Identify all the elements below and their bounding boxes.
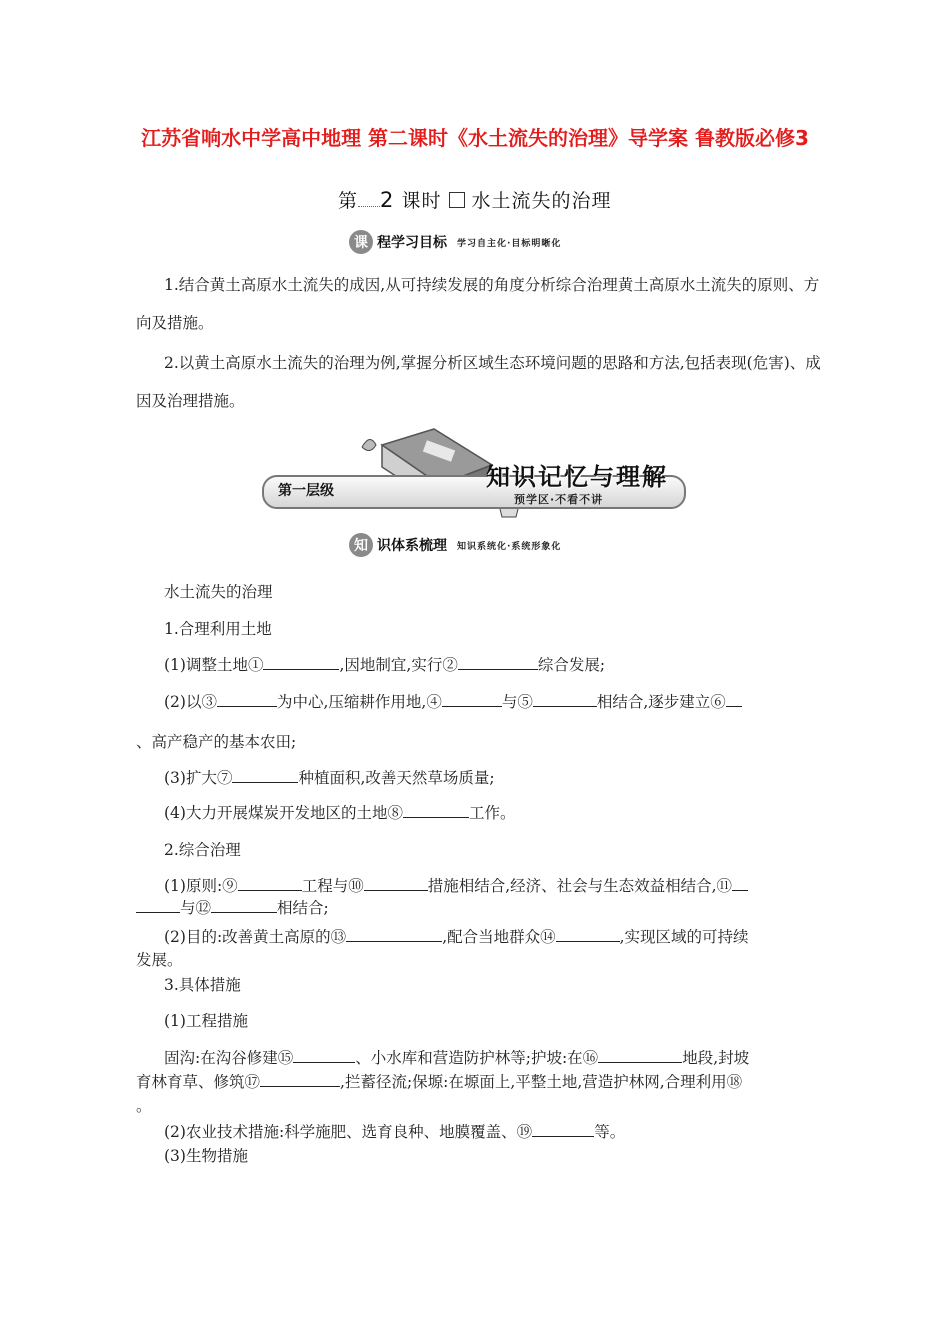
item-1-4: (4)大力开展煤炭开发地区的土地⑧ 工作。 [164, 804, 516, 822]
item-3-1-line2: 育林育草、修筑⑰ ,拦蓄径流;保塬:在塬面上,平整土地,营造护林网,合理利用⑱ [136, 1073, 743, 1091]
level-heading: 知识记忆与理解 [486, 463, 668, 491]
item-1-1: (1)调整土地① ,因地制宜,实行② 综合发展; [164, 656, 606, 674]
level-label: 第一层级 [278, 483, 334, 499]
content-heading: 水土流失的治理 [164, 583, 273, 601]
system-banner [349, 533, 561, 557]
item-3-1-line3: 。 [136, 1097, 152, 1115]
lesson-title [338, 186, 612, 213]
level-banner [262, 425, 686, 525]
item-3-2: (2)农业技术措施:科学施肥、选育良种、地膜覆盖、⑲ 等。 [164, 1123, 626, 1141]
banner-name: 程学习目标 [377, 235, 447, 251]
page-title: 江苏省响水中学高中地理 第二课时《水土流失的治理》导学案 鲁教版必修3 [141, 126, 809, 150]
lesson-text: 课时 [401, 190, 442, 212]
item-3-1-gugou: 固沟:在沟谷修建⑮ 、小水库和营造防护林等;护坡:在⑯ 地段,封坡 [164, 1049, 750, 1067]
item-2-2-cont: 发展。 [136, 951, 183, 969]
item-2-2: (2)目的:改善黄土高原的⑬ ,配合当地群众⑭ ,实现区域的可持续 [164, 928, 749, 946]
goals-banner [349, 230, 561, 254]
section-1: 1.合理利用土地 [164, 620, 272, 638]
goal-1: 1.结合黄土高原水土流失的成因,从可持续发展的角度分析综合治理黄土高原水土流失的原则、方向及措施。 [136, 276, 820, 332]
banner-name: 识体系梳理 [377, 538, 447, 554]
section-2: 2.综合治理 [164, 841, 241, 859]
banner-badge: 课 [349, 230, 373, 254]
item-1-3: (3)扩大⑦ 种植面积,改善天然草场质量; [164, 769, 495, 787]
goal-2: 2.以黄土高原水土流失的治理为例,掌握分析区域生态环境问题的思路和方法,包括表现(危害)、成因及治理措施。 [136, 354, 821, 410]
item-1-2: (2)以③ 为中心,压缩耕作用地,④ 与⑤ 相结合,逐步建立⑥ [164, 690, 742, 712]
banner-subtitle: 知识系统化·系统形象化 [457, 541, 562, 552]
section-3: 3.具体措施 [164, 976, 241, 994]
lesson-number: 2 [380, 188, 395, 212]
item-3-1: (1)工程措施 [164, 1012, 248, 1030]
lesson-prefix: 第 [338, 190, 359, 212]
item-2-1-cont: 与⑫ 相结合; [136, 896, 329, 918]
lesson-name: 水土流失的治理 [471, 190, 612, 212]
box-icon [449, 192, 465, 208]
item-3-3: (3)生物措施 [164, 1147, 248, 1165]
item-2-1: (1)原则:⑨ 工程与⑩ 措施相结合,经济、社会与生态效益相结合,⑪ [164, 874, 748, 896]
item-1-2-cont: 、高产稳产的基本农田; [136, 733, 297, 751]
banner-subtitle: 学习自主化·目标明晰化 [457, 238, 562, 249]
banner-badge: 知 [349, 533, 373, 557]
level-subheading: 预学区·不看不讲 [514, 493, 604, 506]
